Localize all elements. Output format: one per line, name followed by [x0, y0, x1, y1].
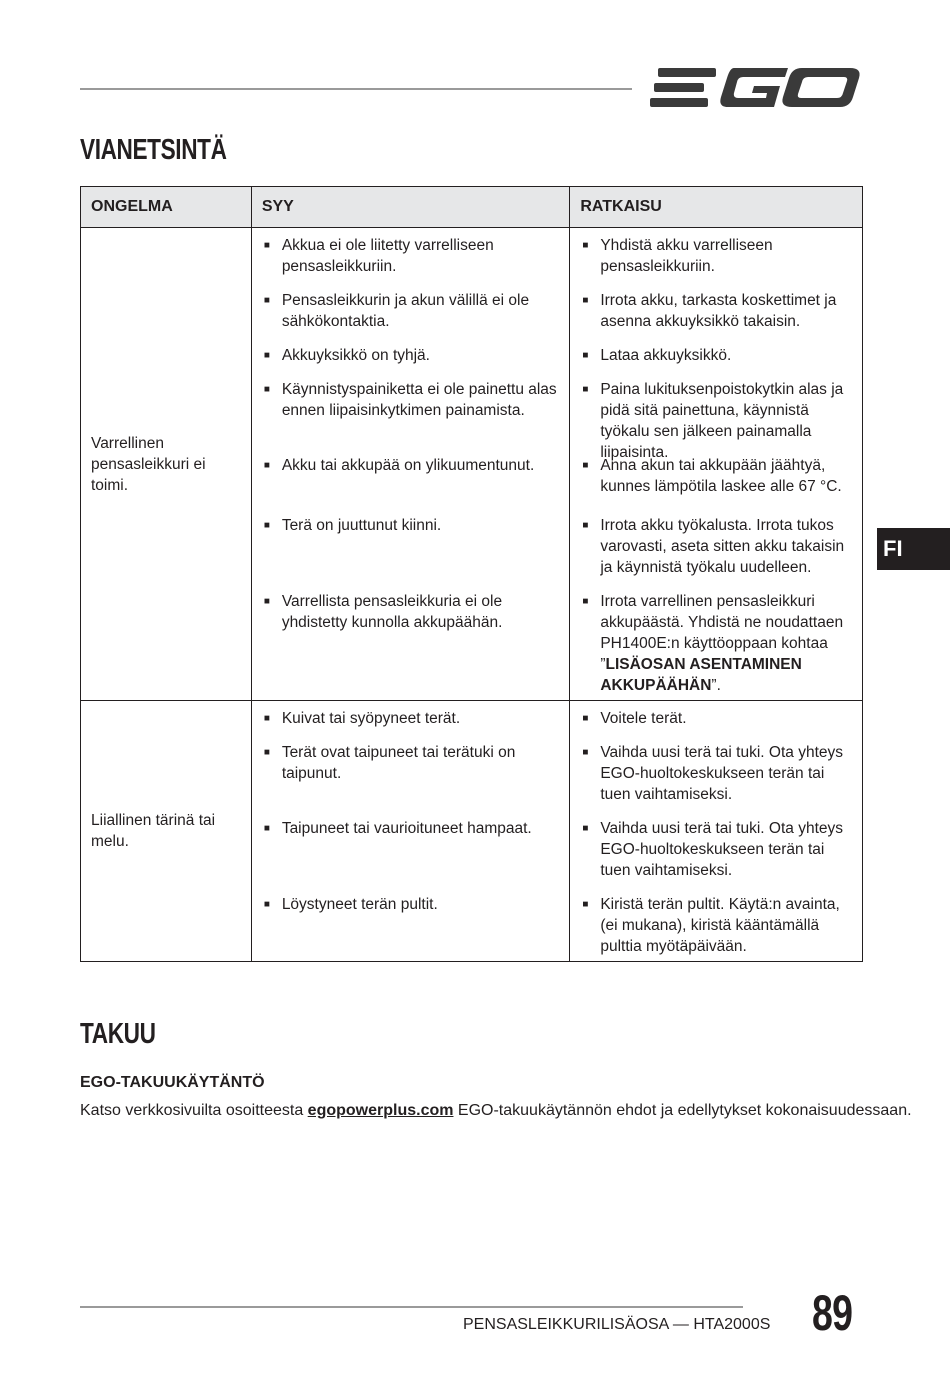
cause-item: ■ Akkua ei ole liitetty varrelliseen pensasleikkuriin. [263, 237, 494, 275]
bullet-icon: ■ [582, 596, 589, 607]
cause-item: ■ Varrellista pensasleikkuria ei ole yhdistetty kunnolla akkupäähän. [264, 591, 564, 696]
column-header-problem: ONGELMA [81, 187, 252, 228]
bullet-icon: ■ [582, 350, 589, 361]
footer-product-name: PENSASLEIKKURILISÄOSA — HTA2000S [463, 1316, 771, 1333]
cause-item: ■ Akku tai akkupää on ylikuumentunut. [264, 455, 564, 502]
bullet-icon: ■ [582, 295, 589, 306]
cause-item: ■ Akkuyksikkö on tyhjä. [263, 347, 430, 364]
bullet-icon: ■ [582, 384, 589, 395]
causes-cell [251, 701, 570, 962]
bullet-icon: ■ [263, 713, 270, 724]
solution-item: ■ Irrota akku, tarkasta koskettimet ja asenna akkuyksikkö takaisin. [582, 292, 837, 330]
solutions-cell [570, 228, 863, 701]
bullet-icon: ■ [263, 596, 270, 607]
website-link[interactable]: egopowerplus.com [307, 1102, 454, 1119]
bullet-icon: ■ [263, 350, 270, 361]
bullet-icon: ■ [263, 823, 270, 834]
problem-cell: Varrellinen pensasleikkuri ei toimi. [81, 228, 252, 701]
solution-item: ■ Vaihda uusi terä tai tuki. Ota yhteys EGO-huoltokeskukseen terän tai tuen vaihtamiseksi. [582, 820, 843, 879]
page-number: 89 [812, 1285, 853, 1341]
solutions-cell [570, 701, 863, 962]
cause-item: ■ Käynnistyspainiketta ei ole painettu alas ennen liipaisinkytkimen painamista. [264, 379, 564, 442]
bullet-icon: ■ [582, 240, 589, 251]
bullet-icon: ■ [582, 747, 589, 758]
cause-item: ■ Terät ovat taipuneet tai terätuki on taipunut. [264, 742, 564, 805]
ego-logo [650, 62, 862, 114]
troubleshooting-table [80, 186, 863, 962]
bullet-icon: ■ [263, 747, 270, 758]
solution-item: ■ Irrota varrellinen pensasleikkuri akkupäästä. Yhdistä ne noudattaen PH1400E:n käyttöoppaan kohtaa ”LISÄOSAN ASENTAMINEN AKKUPÄÄHÄN”. [582, 593, 844, 694]
cause-item: ■ Terä on juuttunut kiinni. [264, 515, 564, 578]
causes-cell [251, 228, 570, 701]
language-tab: FI [877, 528, 950, 570]
bullet-icon: ■ [263, 460, 270, 471]
solution-item: ■ Voitele terät. [582, 710, 687, 727]
solution-item: ■ Paina lukituksenpoistokytkin alas ja pidä sitä painettuna, käynnistä työkalu sen jälkeen painamalla liipaisinta. [582, 381, 844, 461]
bullet-icon: ■ [263, 384, 270, 395]
solution-item: ■ Anna akun tai akkupään jäähtyä, kunnes lämpötila laskee alle 67 °C. [582, 455, 856, 502]
table-row [81, 701, 863, 962]
bullet-icon: ■ [263, 520, 270, 531]
bullet-icon: ■ [582, 713, 589, 724]
footer-rule [80, 1306, 743, 1308]
solution-item: ■ Lataa akkuyksikkö. [582, 347, 732, 364]
bullet-icon: ■ [582, 899, 589, 910]
cause-item: ■ Pensasleikkurin ja akun välillä ei ole sähkökontaktia. [263, 292, 530, 330]
warranty-paragraph: Katso verkkosivuilta osoitteesta egopowerplus.com EGO-takuukäytännön ehdot ja edellytykset kokonaisuudessaan. [80, 1102, 912, 1119]
table-header-row [81, 187, 863, 228]
bullet-icon: ■ [263, 899, 270, 910]
bullet-icon: ■ [582, 823, 589, 834]
solution-item: ■ Vaihda uusi terä tai tuki. Ota yhteys EGO-huoltokeskukseen terän tai tuen vaihtamiseksi. [582, 744, 843, 803]
table-row [81, 228, 863, 701]
warranty-subtitle: EGO-TAKUUKÄYTÄNTÖ [80, 1074, 265, 1091]
solution-item: ■ Kiristä terän pultit. Käytä:n avainta, (ei mukana), kiristä kääntämällä pulttia myötäpäivään. [582, 896, 840, 955]
cause-item: ■ Taipuneet tai vaurioituneet hampaat. [264, 818, 564, 881]
solution-item: ■ Irrota akku työkalusta. Irrota tukos varovasti, aseta sitten akku takaisin ja käynnistä työkalu uudelleen. [582, 517, 845, 576]
bullet-icon: ■ [582, 460, 589, 471]
bullet-icon: ■ [263, 240, 270, 251]
column-header-solution: RATKAISU [570, 187, 863, 228]
problem-cell: Liiallinen tärinä tai melu. [81, 701, 252, 962]
troubleshooting-title: VIANETSINTÄ [80, 134, 227, 166]
solution-item: ■ Yhdistä akku varrelliseen pensasleikkuriin. [582, 237, 773, 275]
header-rule [80, 88, 632, 90]
bullet-icon: ■ [263, 295, 270, 306]
column-header-cause: SYY [251, 187, 570, 228]
bullet-icon: ■ [582, 520, 589, 531]
cause-item: ■ Kuivat tai syöpyneet terät. [263, 710, 461, 727]
cause-item: ■ Löystyneet terän pultit. [264, 894, 564, 957]
bold-reference: LISÄOSAN ASENTAMINEN AKKUPÄÄHÄN [600, 656, 802, 694]
warranty-title: TAKUU [80, 1018, 156, 1050]
